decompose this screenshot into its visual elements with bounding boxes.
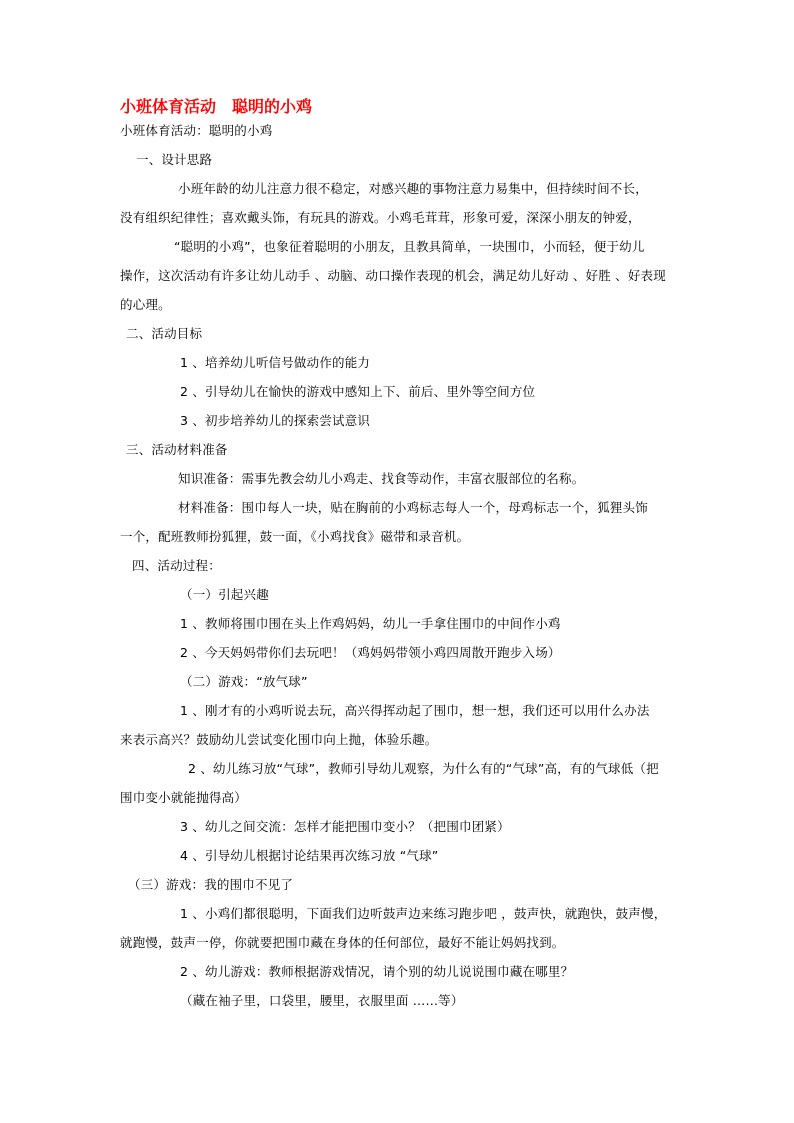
section-heading: 二、活动目标 bbox=[126, 326, 203, 341]
list-item: 1 、教师将围巾围在头上作鸡妈妈，幼儿一手拿住围巾的中间作小鸡 bbox=[180, 616, 561, 631]
list-item: 1 、培养幼儿听信号做动作的能力 bbox=[180, 355, 371, 370]
document-title: 小班体育活动 聪明的小鸡 bbox=[120, 97, 313, 116]
section-heading: 一、设计思路 bbox=[136, 152, 213, 167]
section-heading: 四、活动过程： bbox=[132, 558, 221, 573]
list-item: 1 、刚才有的小鸡听说去玩，高兴得挥动起了围巾，想一想，我们还可以用什么办法 bbox=[180, 703, 650, 718]
paragraph-line: 知识准备：需事先教会幼儿小鸡走、找食等动作，丰富衣服部位的名称。 bbox=[178, 471, 585, 486]
paragraph-line: 来表示高兴？鼓励幼儿尝试变化围巾向上抛，体验乐趣。 bbox=[120, 732, 438, 747]
list-item: 2 、引导幼儿在愉快的游戏中感知上下、前后、里外等空间方位 bbox=[180, 384, 536, 399]
paragraph-line: 操作，这次活动有许多让幼儿动手 、动脑、动口操作表现的机会，满足幼儿好动 、好胜 、好表现 bbox=[120, 268, 666, 283]
paragraph-line: 围巾变小就能抛得高） bbox=[120, 790, 248, 805]
list-item: 2 、幼儿练习放“气球”，教师引导幼儿观察，为什么有的“气球”高，有的气球低（把 bbox=[188, 761, 659, 776]
list-item: 3 、幼儿之间交流：怎样才能把围巾变小？（把围巾团紧） bbox=[180, 819, 510, 834]
subsection-heading: （二）游戏：“放气球” bbox=[180, 674, 308, 689]
paragraph-line: 一个，配班教师扮狐狸，鼓一面，《小鸡找食》磁带和录音机。 bbox=[120, 529, 470, 544]
paragraph-line: （藏在袖子里，口袋里，腰里，衣服里面 ……等） bbox=[180, 993, 464, 1008]
subsection-heading: （三）游戏：我的围巾不见了 bbox=[128, 877, 294, 892]
subsection-heading: （一）引起兴趣 bbox=[180, 587, 269, 602]
paragraph-line: 材料准备：围巾每人一块，贴在胸前的小鸡标志每人一个，母鸡标志一个，狐狸头饰 bbox=[178, 500, 648, 515]
paragraph-line: 没有组织纪律性；喜欢戴头饰，有玩具的游戏。小鸡毛茸茸，形象可爱，深深小朋友的钟爱， bbox=[120, 210, 641, 225]
paragraph-line: 小班年龄的幼儿注意力很不稳定，对感兴趣的事物注意力易集中，但持续时间不长， bbox=[178, 181, 648, 196]
list-item: 2 、今天妈妈带你们去玩吧！（鸡妈妈带领小鸡四周散开跑步入场） bbox=[180, 645, 561, 660]
list-item: 1 、小鸡们都很聪明，下面我们边听鼓声边来练习跑步吧 ，鼓声快，就跑快，鼓声慢， bbox=[180, 906, 667, 921]
paragraph-line: “聪明的小鸡”，也象征着聪明的小朋友，且教具简单，一块围巾，小而轻，便于幼儿 bbox=[174, 239, 645, 254]
paragraph-line: 的心理。 bbox=[120, 297, 171, 312]
document-subtitle: 小班体育活动：聪明的小鸡 bbox=[120, 123, 273, 138]
section-heading: 三、活动材料准备 bbox=[126, 442, 228, 457]
list-item: 4 、引导幼儿根据讨论结果再次练习放 “气球” bbox=[180, 848, 439, 863]
list-item: 3 、初步培养幼儿的探索尝试意识 bbox=[180, 413, 371, 428]
list-item: 2 、幼儿游戏：教师根据游戏情况，请个别的幼儿说说围巾藏在哪里？ bbox=[180, 964, 574, 979]
paragraph-line: 就跑慢，鼓声一停，你就要把围巾藏在身体的任何部位，最好不能让妈妈找到。 bbox=[120, 935, 565, 950]
